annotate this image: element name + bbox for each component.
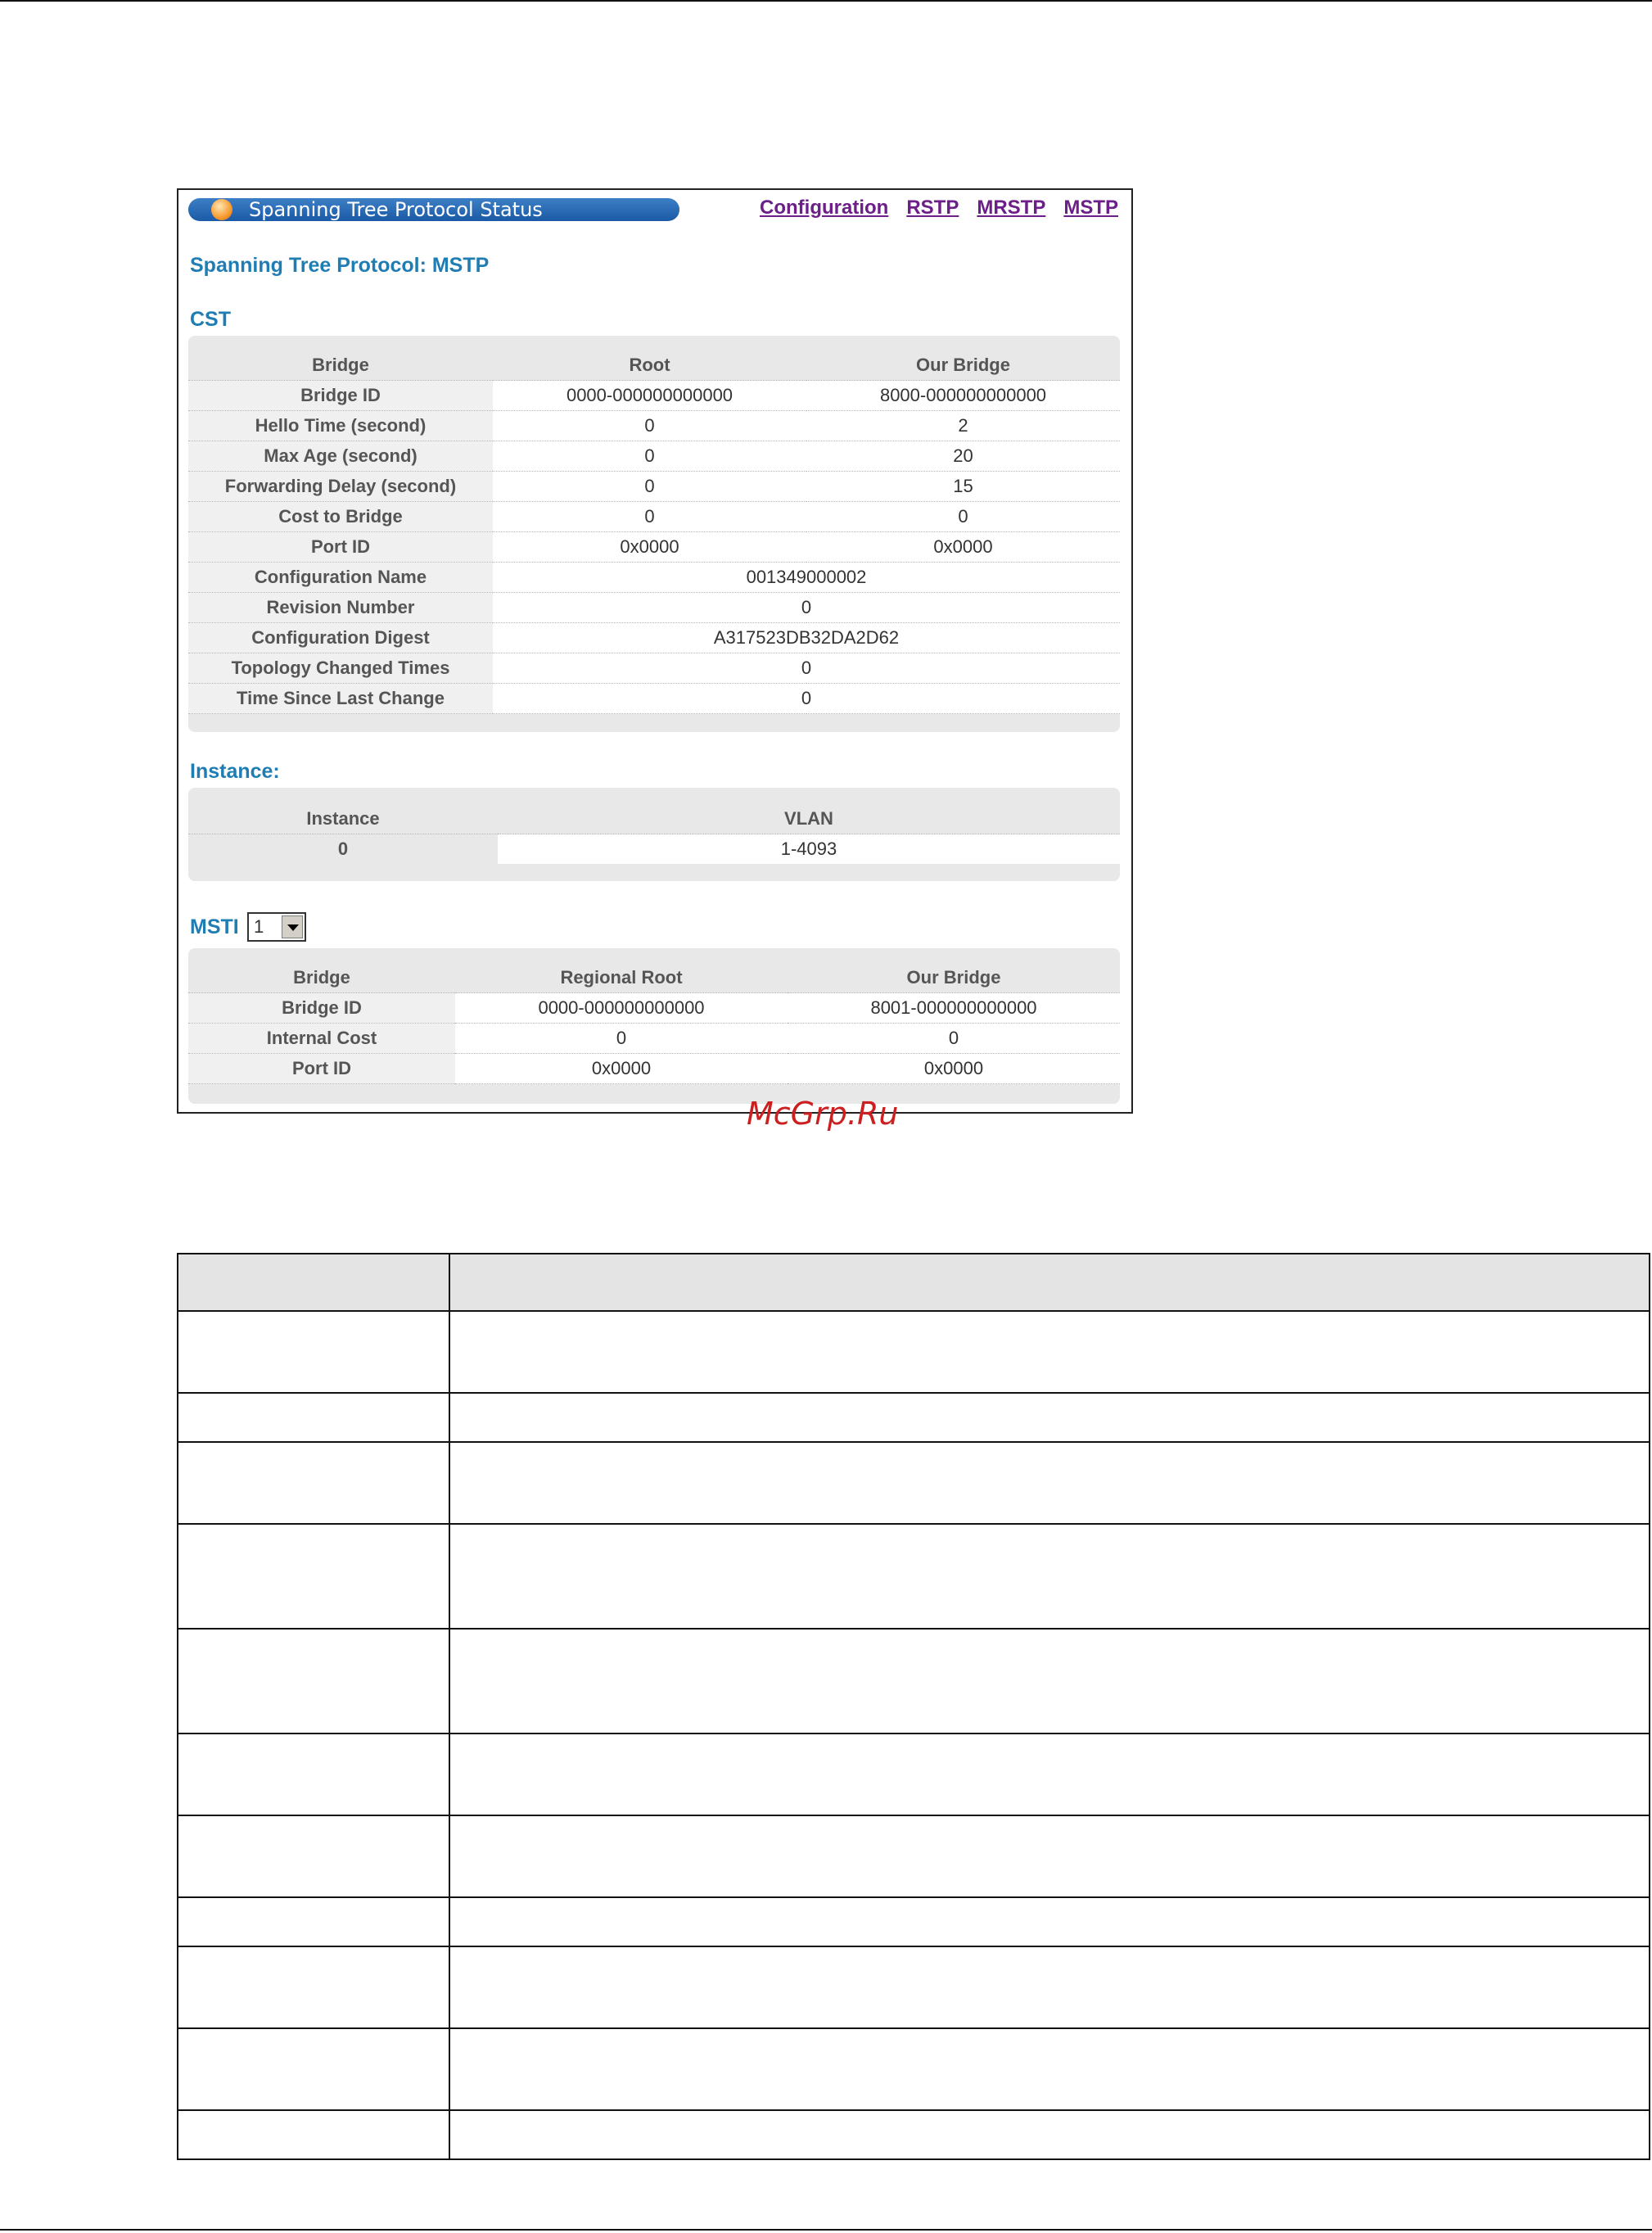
table-row [178,1815,1650,1897]
configuration-link[interactable]: Configuration [760,197,889,219]
window-title: Spanning Tree Protocol Status [249,198,543,221]
cst-table [188,350,1120,714]
row-label: Internal Cost [188,1024,455,1054]
description-table [177,1253,1650,2160]
table-row [188,532,1120,563]
msti-header-our-bridge: Our Bridge [788,963,1120,993]
table-row [178,1897,1650,1946]
row-label: Bridge ID [188,993,455,1024]
msti-header-regional-root: Regional Root [455,963,788,993]
row-label: Cost to Bridge [188,502,493,532]
cst-header-our-bridge: Our Bridge [806,350,1120,381]
table-row [188,502,1120,532]
root-value: 0000-000000000000 [493,381,806,411]
mstp-link[interactable]: MSTP [1063,197,1118,219]
table-row [178,1393,1650,1442]
table-row [188,623,1120,653]
msti-header-bridge: Bridge [188,963,455,993]
row-label: Port ID [188,1054,455,1084]
table-row [188,563,1120,593]
table-row [178,1629,1650,1734]
table-row [178,2110,1650,2159]
page-title: Spanning Tree Protocol: MSTP [190,254,490,277]
row-label: Bridge ID [188,381,493,411]
our-bridge-value: 0 [806,502,1120,532]
root-value: 0 [493,441,806,472]
page-bottom-rule [0,2229,1652,2231]
instance-header-instance: Instance [188,804,498,834]
table-row [188,381,1120,411]
table-row [178,1524,1650,1629]
table-row [178,2028,1650,2110]
instance-table [188,804,1120,864]
vlan-range: 1-4093 [498,834,1120,865]
title-bar [188,198,679,221]
regional-root-value: 0 [455,1024,788,1054]
table-row [188,834,1120,865]
table-row [178,1254,1650,1311]
row-label: Hello Time (second) [188,411,493,441]
row-label: Revision Number [188,593,493,623]
row-label: Configuration Digest [188,623,493,653]
cst-header-root: Root [493,350,806,381]
our-bridge-value: 0x0000 [788,1054,1120,1084]
our-bridge-value: 0 [788,1024,1120,1054]
table-row [188,472,1120,502]
table-row [178,1946,1650,2028]
table-row [188,993,1120,1024]
merged-value: A317523DB32DA2D62 [493,623,1120,653]
table-row [188,1024,1120,1054]
instance-header-row [188,804,1120,834]
table-row [178,1734,1650,1815]
row-label: Configuration Name [188,563,493,593]
mrstp-link[interactable]: MRSTP [977,197,1046,219]
our-bridge-value: 8000-000000000000 [806,381,1120,411]
root-value: 0 [493,502,806,532]
merged-value: 001349000002 [493,563,1120,593]
screenshot-frame [177,188,1133,1114]
row-label: Port ID [188,532,493,563]
cst-label: CST [190,308,231,331]
page-top-rule [0,0,1652,2]
nav-links [760,197,1118,219]
msti-header-row [188,963,1120,993]
row-label: Topology Changed Times [188,653,493,684]
table-row [188,441,1120,472]
merged-value: 0 [493,653,1120,684]
cst-header-bridge: Bridge [188,350,493,381]
cst-header-row [188,350,1120,381]
rstp-link[interactable]: RSTP [906,197,959,219]
table-row [178,1442,1650,1524]
row-label: Max Age (second) [188,441,493,472]
root-value: 0x0000 [493,532,806,563]
our-bridge-value: 15 [806,472,1120,502]
table-row [188,1054,1120,1084]
instance-header-vlan: VLAN [498,804,1120,834]
table-row [188,653,1120,684]
table-row [188,593,1120,623]
status-ball-icon [211,199,232,220]
regional-root-value: 0000-000000000000 [455,993,788,1024]
merged-value: 0 [493,593,1120,623]
regional-root-value: 0x0000 [455,1054,788,1084]
watermark: McGrp.Ru [747,1096,899,1132]
root-value: 0 [493,472,806,502]
table-row [178,1311,1650,1393]
instance-label: Instance: [190,760,280,783]
instance-id: 0 [337,839,349,859]
msti-panel [188,948,1120,1104]
msti-selected-value: 1 [254,916,264,937]
cst-panel [188,336,1120,732]
msti-select[interactable] [247,912,306,942]
our-bridge-value: 0x0000 [806,532,1120,563]
msti-label: MSTI [190,915,239,938]
msti-table [188,963,1120,1084]
merged-value: 0 [493,684,1120,714]
table-row [188,411,1120,441]
row-label: Forwarding Delay (second) [188,472,493,502]
root-value: 0 [493,411,806,441]
table-row [188,684,1120,714]
our-bridge-value: 2 [806,411,1120,441]
chevron-down-icon[interactable] [282,915,303,938]
our-bridge-value: 8001-000000000000 [788,993,1120,1024]
instance-panel [188,788,1120,881]
our-bridge-value: 20 [806,441,1120,472]
row-label: Time Since Last Change [188,684,493,714]
